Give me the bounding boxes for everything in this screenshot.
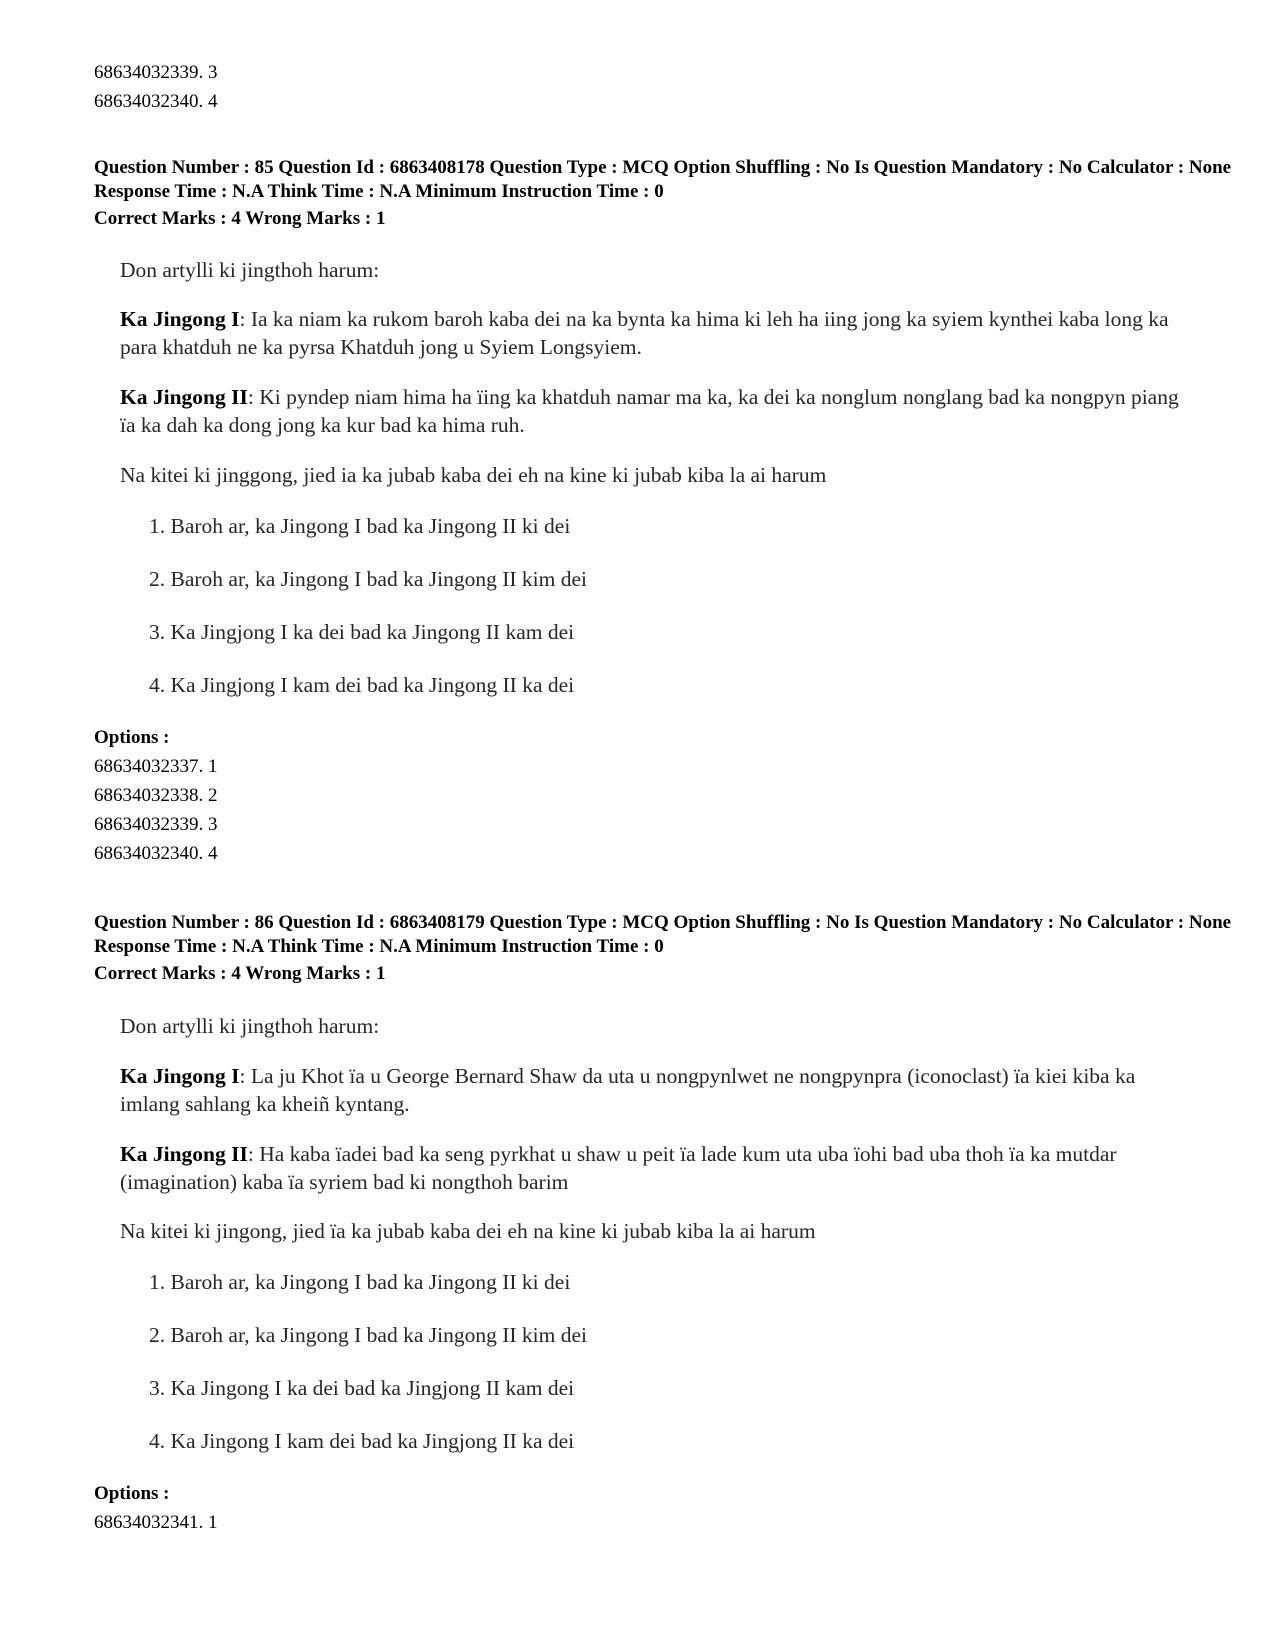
answer-choice: 4. Ka Jingong I kam dei bad ka Jingjong II ka dei: [149, 1429, 575, 1453]
statement-label: Ka Jingong I: [120, 307, 240, 331]
question-intro: Don artylli ki jingthoh harum:: [120, 258, 380, 282]
options-heading: Options :: [94, 1483, 170, 1504]
answer-choice: 3. Ka Jingong I ka dei bad ka Jingjong II kam dei: [149, 1376, 575, 1400]
statement-label: Ka Jingong II: [120, 385, 248, 409]
statement-text: : La ju Khot ïa u George Bernard Shaw da uta u nongpynlwet ne nongpynpra (iconoclast) ïa kiei kiba ka imlang sahlang ka kheiñ kyntang.: [120, 1064, 1136, 1116]
statement-two: [120, 1140, 1190, 1196]
answer-choice: 1. Baroh ar, ka Jingong I bad ka Jingong II ki dei: [149, 514, 571, 538]
question-marks: Correct Marks : 4 Wrong Marks : 1: [94, 208, 386, 229]
option-line: 68634032338. 2: [94, 785, 218, 806]
option-line: 68634032340. 4: [94, 91, 218, 112]
statement-two: [120, 383, 1190, 439]
statement-one: [120, 305, 1190, 361]
answer-choice: 4. Ka Jingjong I kam dei bad ka Jingong II ka dei: [149, 673, 575, 697]
answer-choice: 2. Baroh ar, ka Jingong I bad ka Jingong II kim dei: [149, 1323, 588, 1347]
question-prompt: Na kitei ki jingong, jied ïa ka jubab kaba dei eh na kine ki jubab kiba la ai harum: [120, 1219, 816, 1243]
statement-label: Ka Jingong II: [120, 1142, 248, 1166]
option-line: 68634032340. 4: [94, 843, 218, 864]
answer-choice: 2. Baroh ar, ka Jingong I bad ka Jingong II kim dei: [149, 567, 588, 591]
question-meta: Question Number : 86 Question Id : 6863408179 Question Type : MCQ Option Shuffling : No Is Question Mandatory : No Calculator : None Response Time : N.A Think Time : N.A Minimum Instruction Time : 0: [94, 912, 1232, 957]
statement-text: : Ia ka niam ka rukom baroh kaba dei na ka bynta ka hima ki leh ha iing jong ka syiem kynthei kaba long ka para khatduh ne ka pyrsa Khatduh jong u Syiem Longsyiem.: [120, 307, 1169, 359]
option-line: 68634032337. 1: [94, 756, 218, 777]
question-prompt: Na kitei ki jinggong, jied ia ka jubab kaba dei eh na kine ki jubab kiba la ai harum: [120, 463, 827, 487]
statement-label: Ka Jingong I: [120, 1064, 240, 1088]
option-line: 68634032339. 3: [94, 62, 218, 83]
question-meta: Question Number : 85 Question Id : 6863408178 Question Type : MCQ Option Shuffling : No Is Question Mandatory : No Calculator : None Response Time : N.A Think Time : N.A Minimum Instruction Time : 0: [94, 157, 1232, 202]
statement-one: [120, 1062, 1190, 1118]
option-line: 68634032339. 3: [94, 814, 218, 835]
options-heading: Options :: [94, 727, 170, 748]
answer-choice: 3. Ka Jingjong I ka dei bad ka Jingong II kam dei: [149, 620, 575, 644]
option-line: 68634032341. 1: [94, 1512, 218, 1533]
answer-choice: 1. Baroh ar, ka Jingong I bad ka Jingong II ki dei: [149, 1270, 571, 1294]
statement-text: : Ki pyndep niam hima ha ïing ka khatduh namar ma ka, ka dei ka nonglum nonglang bad ka nongpyn piang ïa ka dah ka dong jong ka kur bad ka hima ruh.: [120, 385, 1179, 437]
statement-text: : Ha kaba ïadei bad ka seng pyrkhat u shaw u peit ïa lade kum uta uba ïohi bad uba thoh ïa ka mutdar (imagination) kaba ïa syriem bad ki nongthoh barim: [120, 1142, 1117, 1194]
question-marks: Correct Marks : 4 Wrong Marks : 1: [94, 963, 386, 984]
question-intro: Don artylli ki jingthoh harum:: [120, 1014, 380, 1038]
